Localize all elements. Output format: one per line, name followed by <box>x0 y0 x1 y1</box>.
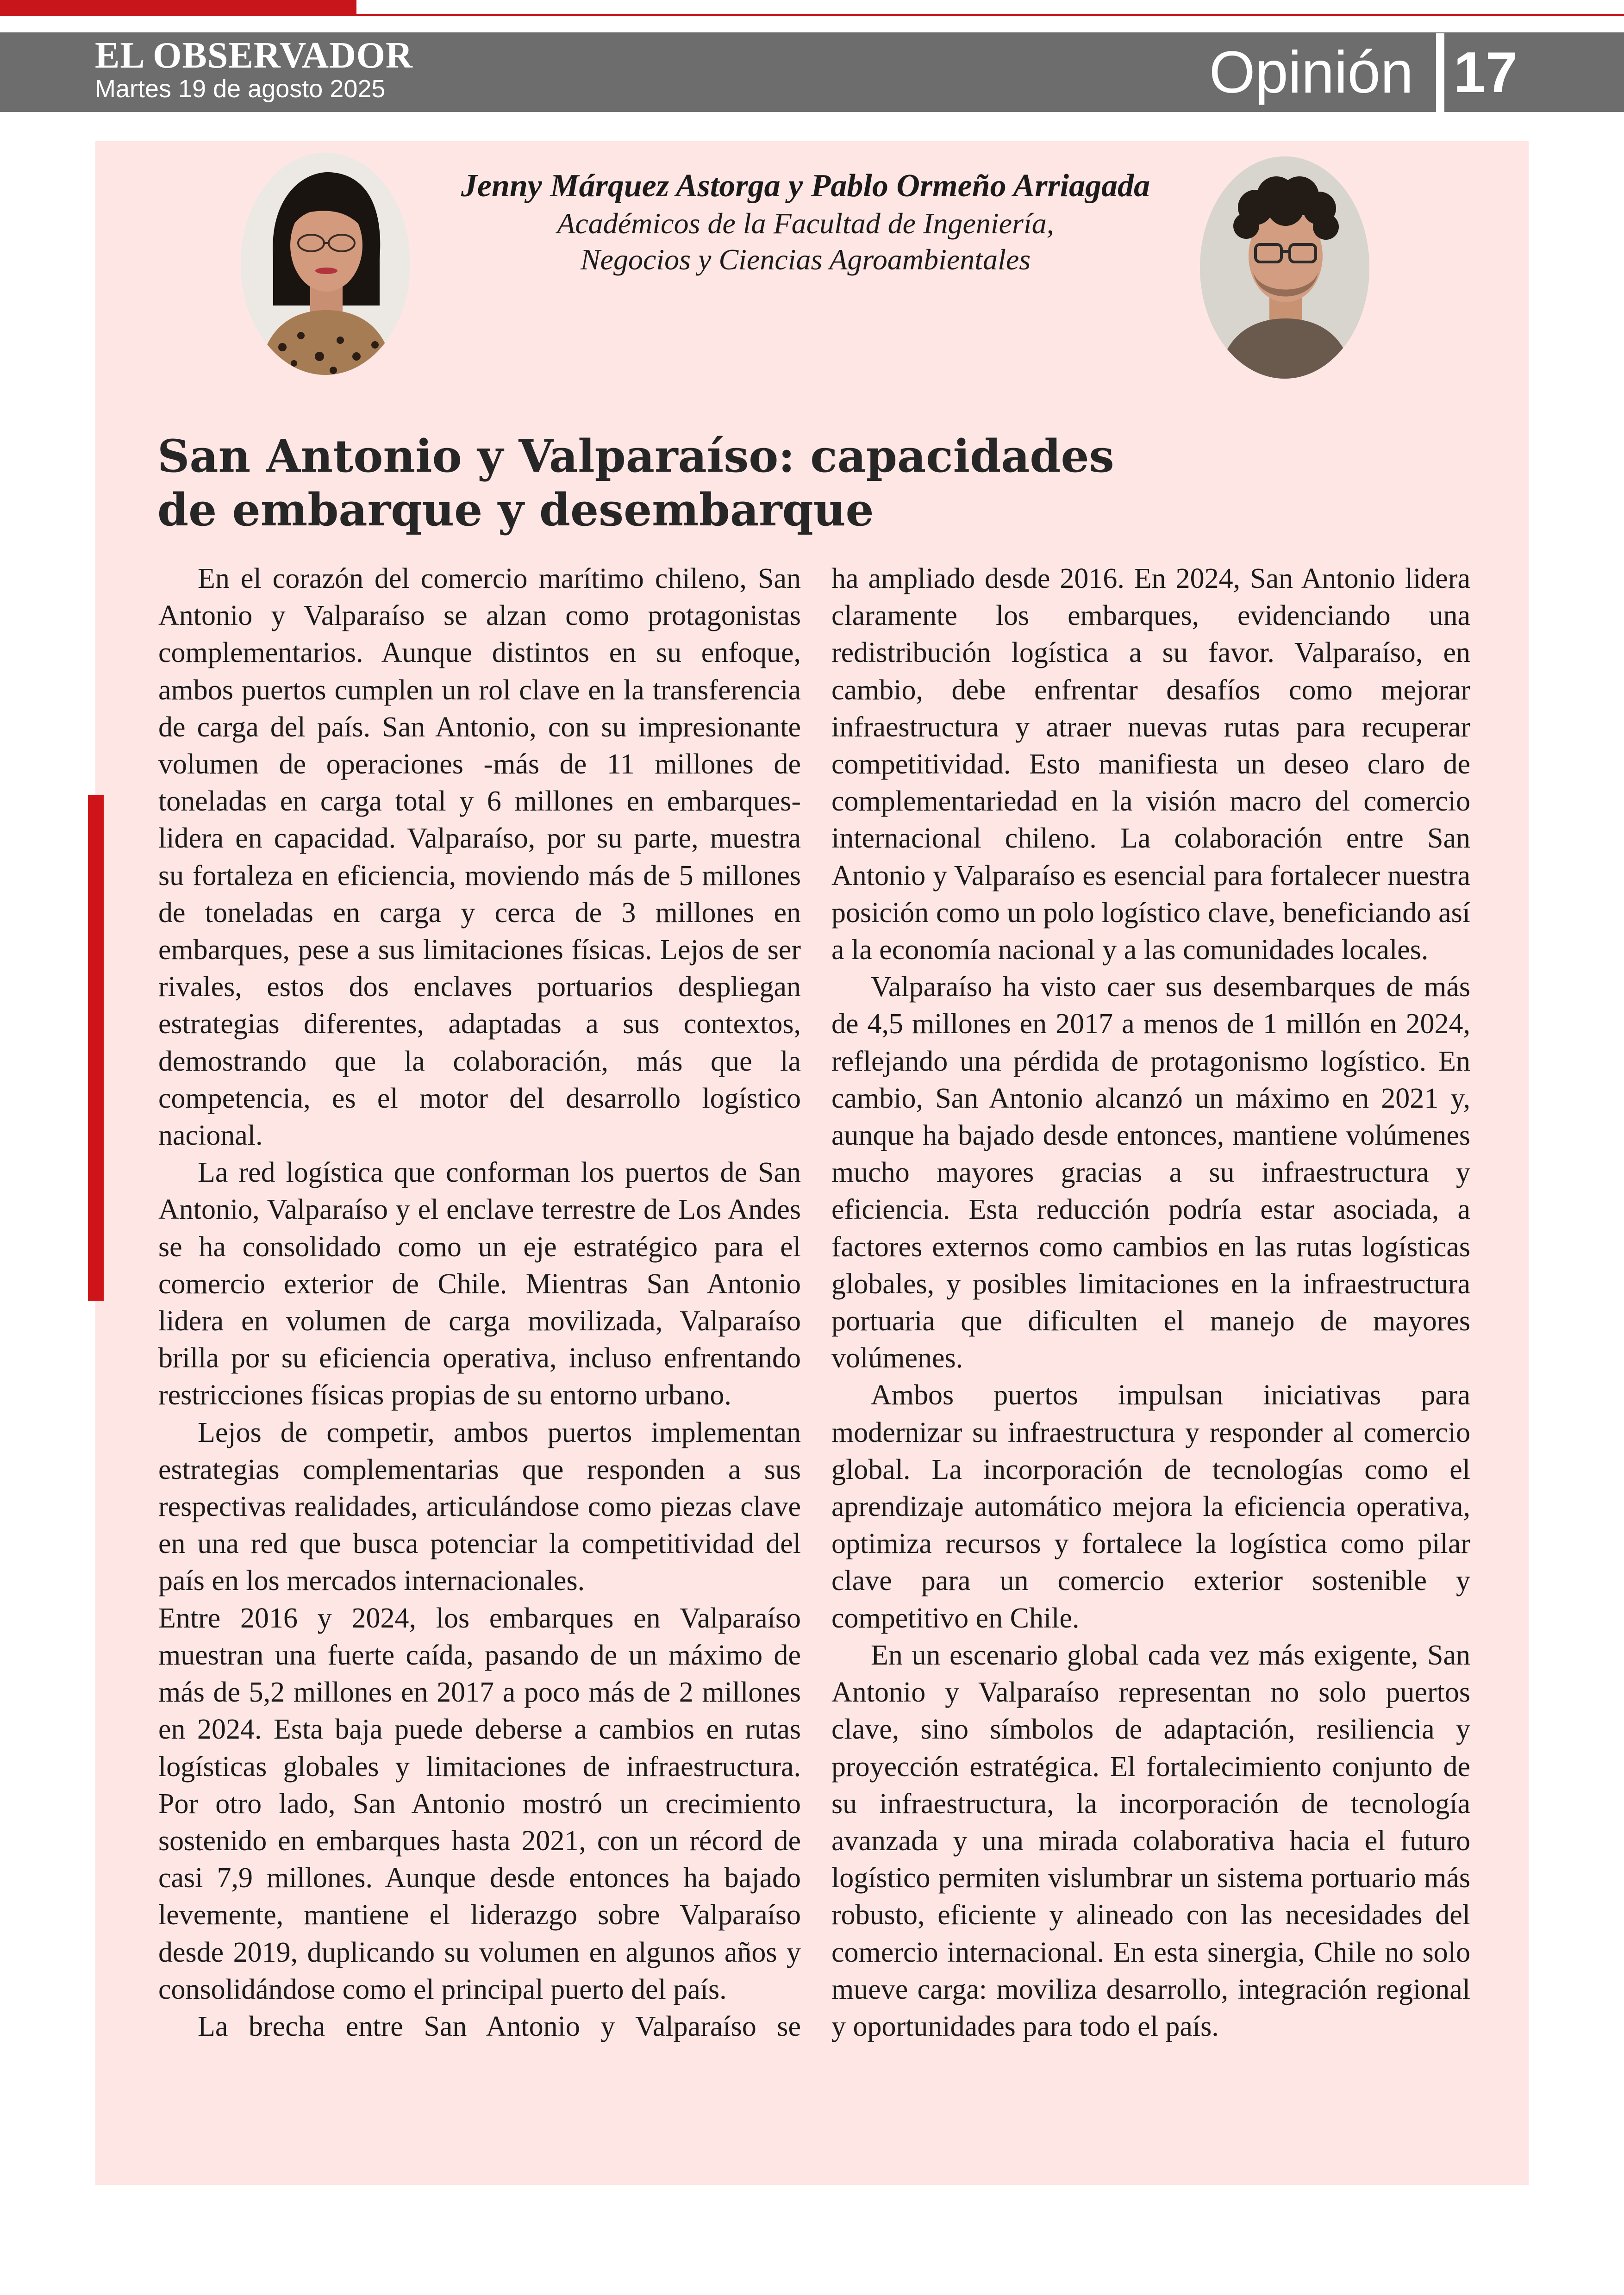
publication-name[interactable]: EL OBSERVADOR <box>95 35 413 76</box>
paragraph: ha ampliado desde 2016. En 2024, San Antonio lidera claramente los embarques, evidenciando una redistribución logística a su favor. Valparaíso, en cambio, debe enfrentar desafíos como mejorar infraestructura y atraer nuevas rutas para recuperar competitividad. Esto manifiesta un deseo claro de complementariedad en la visión macro del comercio internacional chileno. La colaboración entre San Antonio y Valparaíso es esencial para fortalecer nuestra posición como un polo logístico clave, beneficiando así a la economía nacional y a las comunidades locales. <box>831 563 1470 966</box>
paragraph: Ambos puertos impulsan iniciativas para modernizar su infraestructura y responder al comercio global. La incorporación de tecnologías como el aprendizaje automático mejora la eficiencia operativa, optimiza recursos y fortalece la logística como pilar clave para un comercio exterior sostenible y competitivo en Chile. <box>831 1379 1470 1634</box>
article-title-line1: San Antonio y Valparaíso: capacidades <box>157 430 1114 482</box>
author-credits <box>417 167 1194 278</box>
header-red-rule <box>0 14 1624 16</box>
page-number: 17 <box>1454 41 1518 105</box>
paragraph: En el corazón del comercio marítimo chileno, San Antonio y Valparaíso se alzan como protagonistas complementarios. Aunque distintos en su enfoque, ambos puertos cumplen un rol clave en la transferencia de carga del país. San Antonio, con su impresionante volumen de operaciones -más de 11 millones de toneladas en carga total y 6 millones en embarques- lidera en capacidad. Valparaíso, por su parte, muestra su fortaleza en eficiencia, moviendo más de 5 millones de toneladas en carga y cerca de 3 millones en embarques, pese a sus limitaciones físicas. Lejos de ser rivales, estos dos enclaves portuarios despliegan estrategias diferentes, adaptadas a sus contextos, demostrando que la colaboración, más que la competencia, es el motor del desarrollo logístico nacional. <box>158 563 801 1152</box>
article-title <box>157 430 1268 537</box>
author-photo-right <box>1200 156 1369 379</box>
paragraph: Lejos de competir, ambos puertos implementan estrategias complementarias que responden a sus respectivas realidades, articulándose como piezas clave en una red que busca potenciar la competitividad del país en los mercados internacionales. <box>158 1416 801 1597</box>
paragraph: En un escenario global cada vez más exigente, San Antonio y Valparaíso representan no solo puertos clave, sino símbolos de adaptación, resiliencia y proyección estratégica. El fortalecimiento conjunto de su infraestructura, la incorporación de tecnología avanzada y una mirada colaborativa hacia el futuro logístico permiten vislumbrar un sistema portuario más robusto, eficiente y alineado con las necesidades del comercio internacional. En esta sinergia, Chile no solo mueve carga: moviliza desarrollo, integración regional y oportunidades para todo el país. <box>831 1639 1470 2042</box>
issue-date: Martes 19 de agosto 2025 <box>95 75 386 103</box>
article-column-right <box>831 560 1470 2045</box>
portrait-left-illustration <box>241 153 410 375</box>
paragraph: La red logística que conforman los puertos de San Antonio, Valparaíso y el enclave terrestre de Los Andes se ha consolidado como un eje estratégico para el comercio exterior de Chile. Mientras San Antonio lidera en volumen de carga movilizada, Valparaíso brilla por su eficiencia operativa, incluso enfrentando restricciones físicas propias de su entorno urbano. <box>158 1157 801 1411</box>
author-role-line1: Académicos de la Facultad de Ingeniería, <box>557 207 1054 240</box>
article-column-left <box>158 560 801 2045</box>
header-red-tab <box>0 0 356 15</box>
paragraph: Valparaíso ha visto caer sus desembarques de más de 4,5 millones en 2017 a menos de 1 millón en 2024, reflejando una pérdida de protagonismo logístico. En cambio, San Antonio alcanzó un máximo en 2021 y, aunque ha bajado desde entonces, mantiene volúmenes mucho mayores gracias a su infraestructura y eficiencia. Esta reducción podría estar asociada, a factores externos como cambios en las rutas logísticas globales, y posibles limitaciones en la infraestructura portuaria que dificulten el manejo de mayores volúmenes. <box>831 971 1470 1374</box>
author-photo-left <box>241 153 410 375</box>
masthead <box>95 36 413 103</box>
author-names: Jenny Márquez Astorga y Pablo Ormeño Arriagada <box>461 168 1150 204</box>
header-divider <box>1436 33 1444 112</box>
author-role-line2: Negocios y Ciencias Agroambientales <box>580 243 1031 276</box>
section-name: Opinión <box>1209 39 1413 106</box>
article-title-line2: de embarque y desembarque <box>157 484 874 536</box>
portrait-right-illustration <box>1200 156 1369 379</box>
paragraph: La brecha entre San Antonio y Valparaíso se <box>198 2010 801 2042</box>
paragraph: Entre 2016 y 2024, los embarques en Valparaíso muestran una fuerte caída, pasando de un máximo de más de 5,2 millones en 2017 a poco más de 2 millones en 2024. Esta baja puede deberse a cambios en rutas logísticas globales y limitaciones de infraestructura. Por otro lado, San Antonio mostró un crecimiento sostenido en embarques hasta 2021, con un récord de casi 7,9 millones. Aunque desde entonces ha bajado levemente, mantiene el liderazgo sobre Valparaíso desde 2019, duplicando su volumen en algunos años y consolidándose como el principal puerto del país. <box>158 1602 801 2005</box>
accent-bar <box>88 795 104 1301</box>
